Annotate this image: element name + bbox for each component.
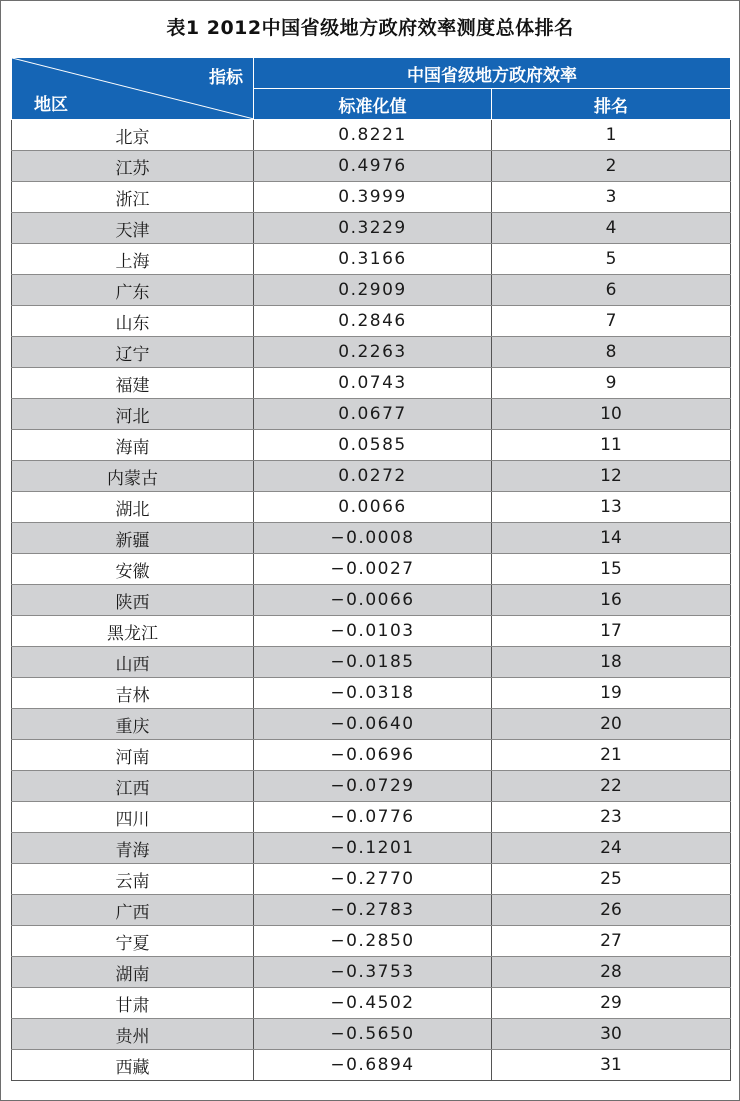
region-cell: 甘肃 bbox=[12, 988, 254, 1019]
value-cell: −0.0066 bbox=[254, 585, 492, 616]
rank-cell: 10 bbox=[492, 399, 731, 430]
region-cell: 江苏 bbox=[12, 151, 254, 182]
rank-cell: 17 bbox=[492, 616, 731, 647]
value-cell: −0.4502 bbox=[254, 988, 492, 1019]
region-cell: 云南 bbox=[12, 864, 254, 895]
value-cell: −0.0008 bbox=[254, 523, 492, 554]
region-cell: 陕西 bbox=[12, 585, 254, 616]
rank-cell: 15 bbox=[492, 554, 731, 585]
rank-cell: 14 bbox=[492, 523, 731, 554]
rank-cell: 31 bbox=[492, 1050, 731, 1081]
table-row bbox=[12, 275, 731, 306]
value-cell: −0.0103 bbox=[254, 616, 492, 647]
region-cell: 重庆 bbox=[12, 709, 254, 740]
table-row bbox=[12, 616, 731, 647]
region-cell: 四川 bbox=[12, 802, 254, 833]
value-cell: 0.0677 bbox=[254, 399, 492, 430]
table-row bbox=[12, 802, 731, 833]
rank-cell: 12 bbox=[492, 461, 731, 492]
value-cell: 0.3229 bbox=[254, 213, 492, 244]
region-cell: 浙江 bbox=[12, 182, 254, 213]
corner-label-indicator: 指标 bbox=[209, 68, 243, 88]
region-cell: 湖南 bbox=[12, 957, 254, 988]
ranking-table bbox=[11, 57, 731, 1081]
region-cell: 北京 bbox=[12, 120, 254, 151]
rank-cell: 2 bbox=[492, 151, 731, 182]
rank-cell: 7 bbox=[492, 306, 731, 337]
region-cell: 宁夏 bbox=[12, 926, 254, 957]
rank-cell: 4 bbox=[492, 213, 731, 244]
rank-cell: 27 bbox=[492, 926, 731, 957]
value-cell: −0.0027 bbox=[254, 554, 492, 585]
value-cell: −0.0185 bbox=[254, 647, 492, 678]
rank-cell: 29 bbox=[492, 988, 731, 1019]
table-row bbox=[12, 399, 731, 430]
table-row bbox=[12, 895, 731, 926]
value-cell: −0.0318 bbox=[254, 678, 492, 709]
rank-cell: 5 bbox=[492, 244, 731, 275]
table-row bbox=[12, 492, 731, 523]
table-row bbox=[12, 461, 731, 492]
value-cell: −0.0729 bbox=[254, 771, 492, 802]
table-row bbox=[12, 182, 731, 213]
region-cell: 吉林 bbox=[12, 678, 254, 709]
value-cell: 0.8221 bbox=[254, 120, 492, 151]
value-cell: 0.0743 bbox=[254, 368, 492, 399]
rank-cell: 30 bbox=[492, 1019, 731, 1050]
table-row bbox=[12, 523, 731, 554]
rank-cell: 19 bbox=[492, 678, 731, 709]
rank-cell: 6 bbox=[492, 275, 731, 306]
region-cell: 上海 bbox=[12, 244, 254, 275]
rank-cell: 26 bbox=[492, 895, 731, 926]
region-cell: 广西 bbox=[12, 895, 254, 926]
rank-cell: 20 bbox=[492, 709, 731, 740]
table-row bbox=[12, 213, 731, 244]
table-row bbox=[12, 337, 731, 368]
region-cell: 贵州 bbox=[12, 1019, 254, 1050]
value-cell: −0.1201 bbox=[254, 833, 492, 864]
table-row bbox=[12, 647, 731, 678]
table-row bbox=[12, 430, 731, 461]
corner-label-region: 地区 bbox=[34, 95, 68, 115]
value-cell: −0.6894 bbox=[254, 1050, 492, 1081]
region-cell: 辽宁 bbox=[12, 337, 254, 368]
region-cell: 湖北 bbox=[12, 492, 254, 523]
rank-cell: 9 bbox=[492, 368, 731, 399]
table-row bbox=[12, 1050, 731, 1081]
region-cell: 海南 bbox=[12, 430, 254, 461]
value-cell: 0.3999 bbox=[254, 182, 492, 213]
rank-cell: 21 bbox=[492, 740, 731, 771]
value-cell: 0.4976 bbox=[254, 151, 492, 182]
region-cell: 黑龙江 bbox=[12, 616, 254, 647]
table-row bbox=[12, 1019, 731, 1050]
table-title: 表1 2012中国省级地方政府效率测度总体排名 bbox=[166, 17, 574, 39]
table-row bbox=[12, 988, 731, 1019]
table-row bbox=[12, 678, 731, 709]
table-row bbox=[12, 740, 731, 771]
table-row bbox=[12, 957, 731, 988]
value-cell: 0.3166 bbox=[254, 244, 492, 275]
rank-cell: 25 bbox=[492, 864, 731, 895]
value-cell: −0.0776 bbox=[254, 802, 492, 833]
rank-cell: 11 bbox=[492, 430, 731, 461]
region-cell: 河南 bbox=[12, 740, 254, 771]
rank-cell: 16 bbox=[492, 585, 731, 616]
rank-cell: 23 bbox=[492, 802, 731, 833]
table-row bbox=[12, 864, 731, 895]
group-header: 中国省级地方政府效率 bbox=[254, 58, 731, 89]
rank-cell: 8 bbox=[492, 337, 731, 368]
value-cell: −0.0696 bbox=[254, 740, 492, 771]
value-cell: 0.0585 bbox=[254, 430, 492, 461]
region-cell: 山东 bbox=[12, 306, 254, 337]
value-cell: −0.2850 bbox=[254, 926, 492, 957]
table-row bbox=[12, 833, 731, 864]
column-header-value: 标准化值 bbox=[254, 89, 492, 120]
rank-cell: 3 bbox=[492, 182, 731, 213]
rank-cell: 18 bbox=[492, 647, 731, 678]
rank-cell: 22 bbox=[492, 771, 731, 802]
value-cell: −0.5650 bbox=[254, 1019, 492, 1050]
region-cell: 新疆 bbox=[12, 523, 254, 554]
region-cell: 江西 bbox=[12, 771, 254, 802]
rank-cell: 28 bbox=[492, 957, 731, 988]
region-cell: 广东 bbox=[12, 275, 254, 306]
table-row bbox=[12, 926, 731, 957]
region-cell: 青海 bbox=[12, 833, 254, 864]
rank-cell: 24 bbox=[492, 833, 731, 864]
region-cell: 天津 bbox=[12, 213, 254, 244]
table-row bbox=[12, 120, 731, 151]
table-row bbox=[12, 151, 731, 182]
value-cell: 0.0272 bbox=[254, 461, 492, 492]
region-cell: 西藏 bbox=[12, 1050, 254, 1081]
value-cell: 0.0066 bbox=[254, 492, 492, 523]
table-row bbox=[12, 306, 731, 337]
table-row bbox=[12, 554, 731, 585]
region-cell: 安徽 bbox=[12, 554, 254, 585]
table-body bbox=[12, 120, 731, 1081]
table-row bbox=[12, 244, 731, 275]
region-cell: 河北 bbox=[12, 399, 254, 430]
table-row bbox=[12, 585, 731, 616]
region-cell: 内蒙古 bbox=[12, 461, 254, 492]
rank-cell: 1 bbox=[492, 120, 731, 151]
region-cell: 山西 bbox=[12, 647, 254, 678]
value-cell: −0.2783 bbox=[254, 895, 492, 926]
table-row bbox=[12, 709, 731, 740]
value-cell: 0.2909 bbox=[254, 275, 492, 306]
column-header-rank: 排名 bbox=[492, 89, 731, 120]
value-cell: 0.2846 bbox=[254, 306, 492, 337]
corner-header-cell bbox=[12, 58, 254, 120]
region-cell: 福建 bbox=[12, 368, 254, 399]
table-row bbox=[12, 368, 731, 399]
table-row bbox=[12, 771, 731, 802]
rank-cell: 13 bbox=[492, 492, 731, 523]
value-cell: 0.2263 bbox=[254, 337, 492, 368]
value-cell: −0.2770 bbox=[254, 864, 492, 895]
value-cell: −0.3753 bbox=[254, 957, 492, 988]
value-cell: −0.0640 bbox=[254, 709, 492, 740]
